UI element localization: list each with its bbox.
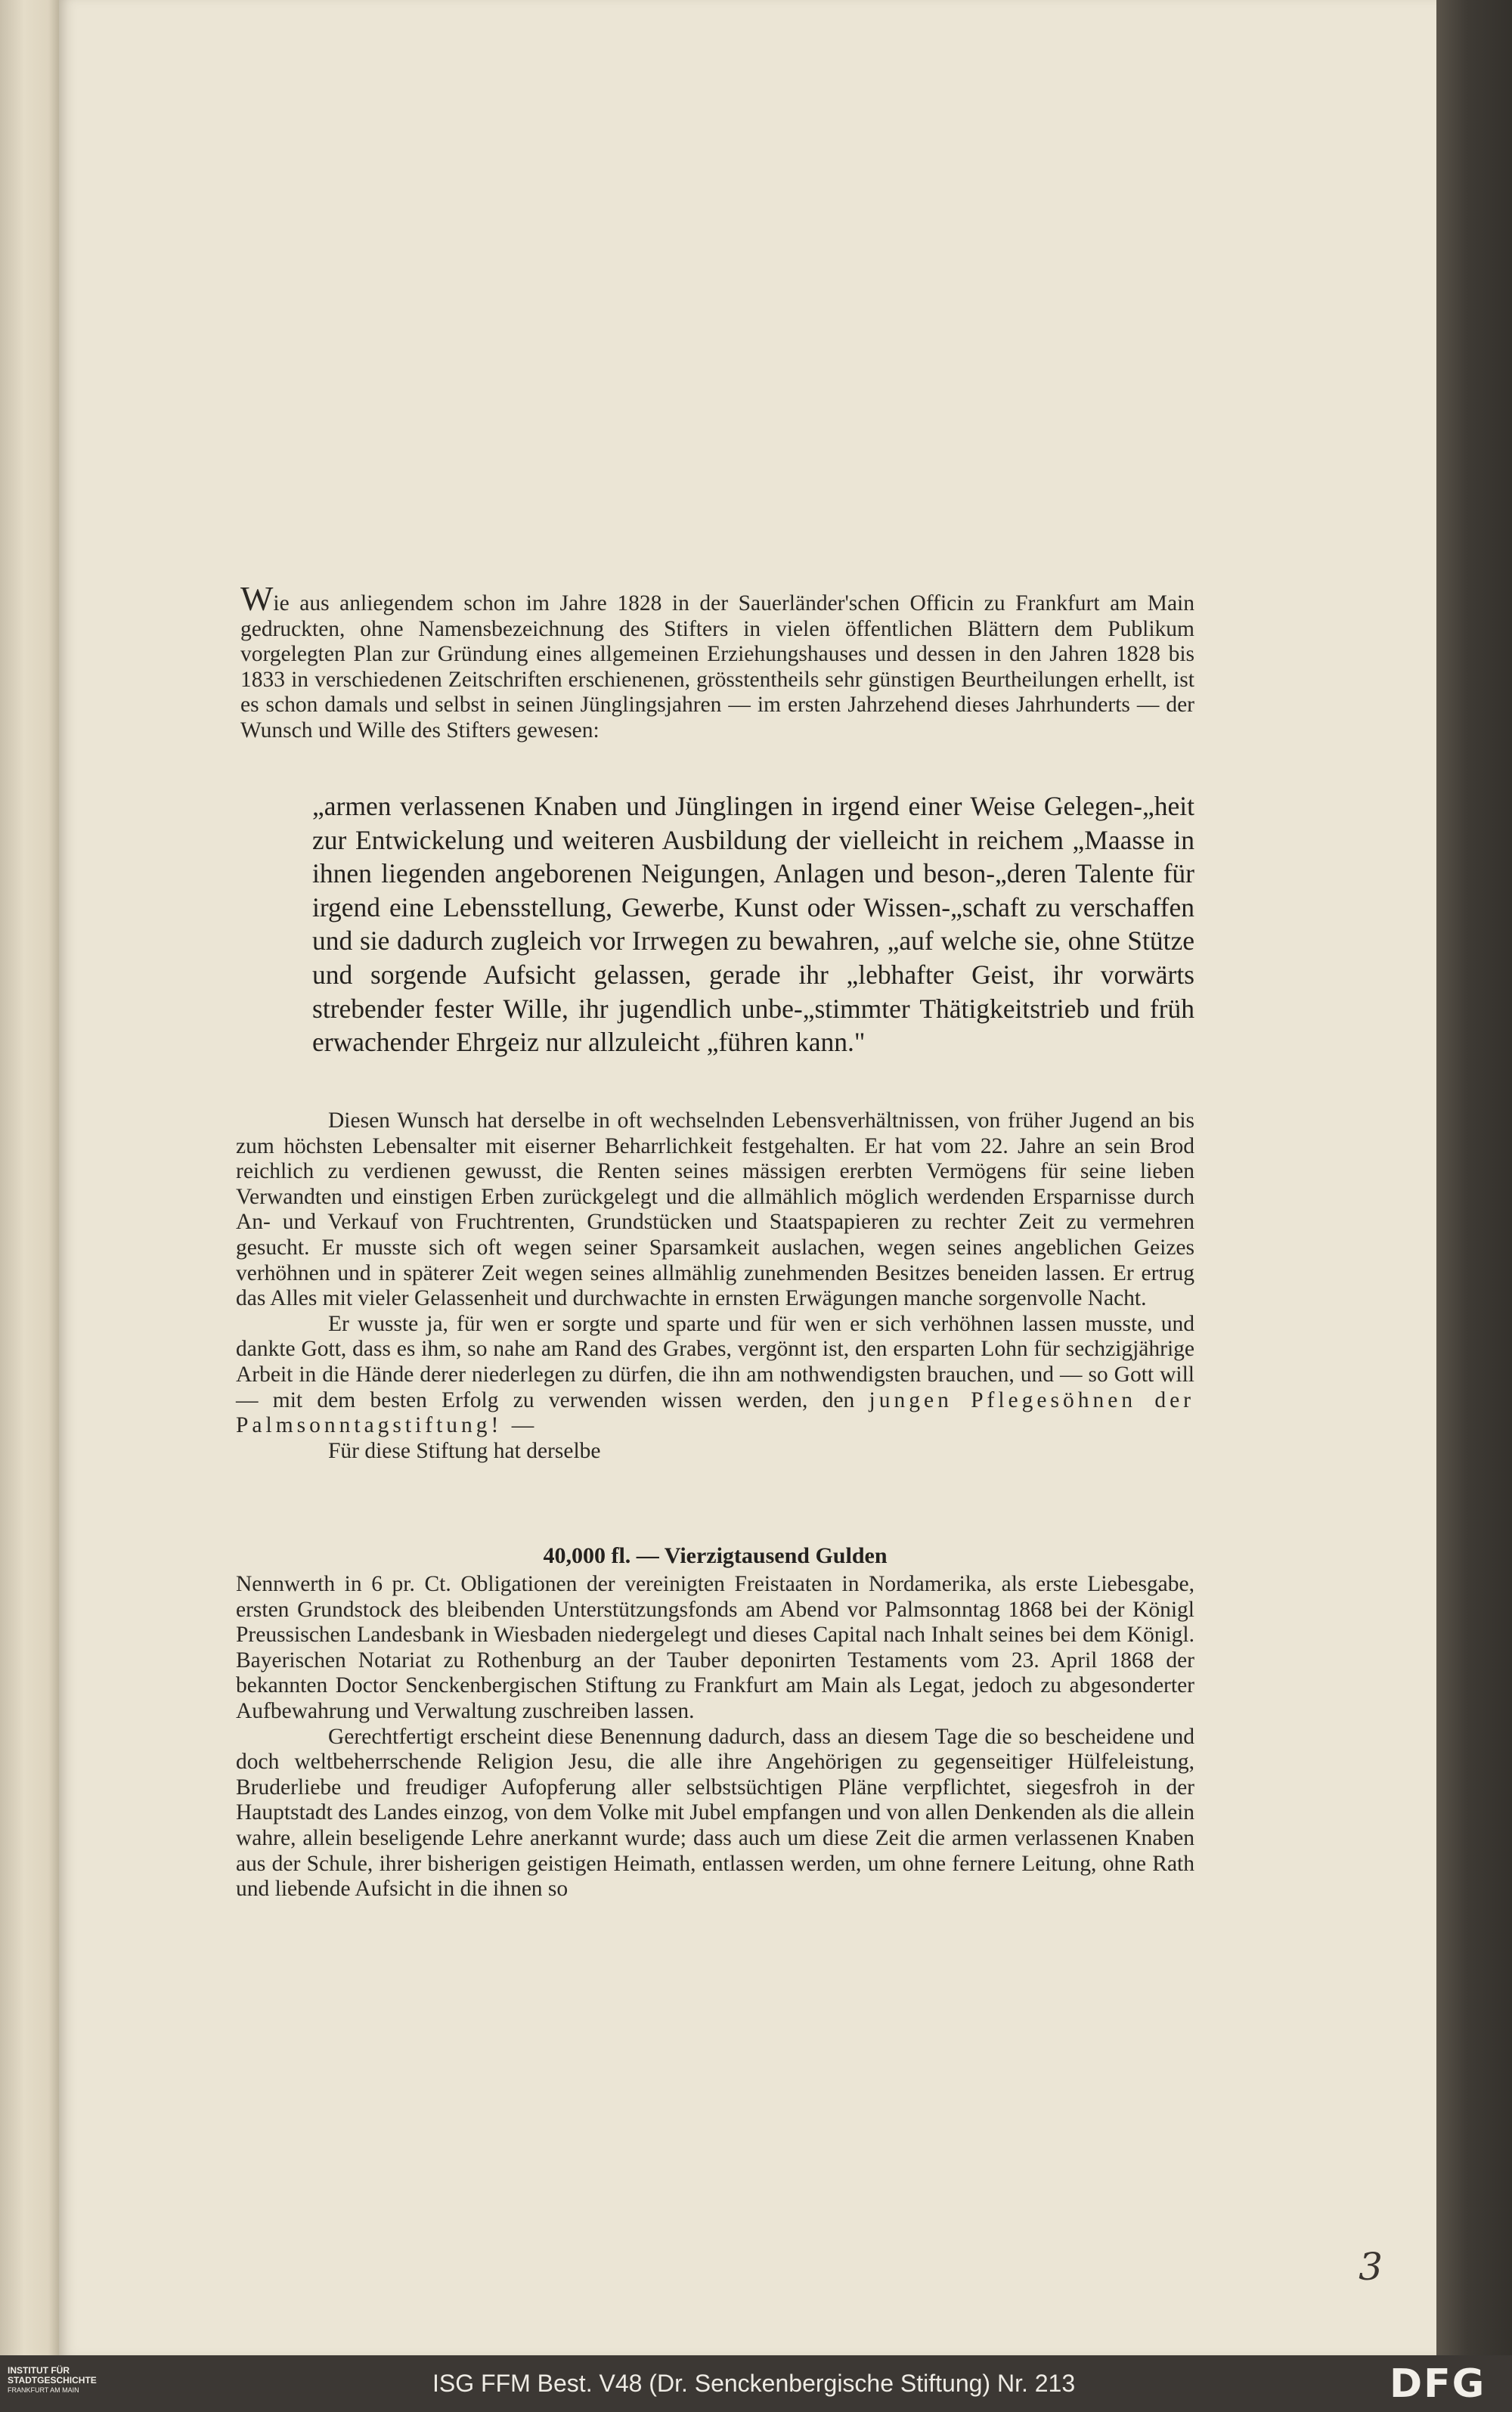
dropcap-letter: W bbox=[240, 579, 274, 618]
institute-logo bbox=[8, 2366, 181, 2404]
paragraph-wunsch: Diesen Wunsch hat derselbe in oft wechselnden Lebensverhältnissen, von früher Jugend an bis zum höchsten Lebensalter mit eiserner Beharrlichkeit festgehalten. Er hat vom 22. Jahre an sein Brod reichlich zu verdienen gewusst, die Renten seines mässigen ererbten Vermögens für seine lieben Verwandten und einstigen Erben zurückgelegt und die allmählich möglich werdenden Ersparnisse durch An- und Verkauf von Fruchtrenten, Grundstücken und Staatspapieren zu rechter Zeit zu vermehren gesucht. Er musste sich oft wegen seiner Sparsamkeit auslachen, wegen seines angeblichen Geizes verhöhnen und in späterer Zeit wegen seines allmählig zunehmenden Besitzes beneiden lassen. Er ertrug das Alles mit vieler Gelassenheit und durchwachte in ernsten Erwägungen manche sorgenvolle Nacht. bbox=[236, 1108, 1194, 1311]
intro-paragraph bbox=[240, 579, 1194, 744]
handwritten-page-number: 3 bbox=[1359, 2245, 1383, 2289]
body-section-1 bbox=[236, 1108, 1194, 1464]
facing-page-edge bbox=[0, 0, 60, 2355]
quote-text: „armen verlassenen Knaben und Jünglingen in irgend einer Weise Gelegen-„heit zur Entwickelung und weiteren Ausbildung der vielleicht in reichem „Maasse in ihnen liegenden angeborenen Neigungen, Anlagen und beson-„deren Talente für irgend eine Lebensstellung, Gewerbe, Kunst oder Wissen-„schaft zu verschaffen und sie dadurch zugleich vor Irrwegen zu bewahren, „auf welche sie, ohne Stütze und sorgende Aufsicht gelassen, gerade ihr „lebhafter Geist, ihr vorwärts strebender fester Wille, ihr jugendlich unbe-„stimmter Thätigkeitstrieb und früh erwachender Ehrgeiz nur allzuleicht „führen kann." bbox=[312, 791, 1194, 1058]
intro-text: ie aus anliegendem schon im Jahre 1828 in der Sauerländer'schen Officin zu Frankfurt am Main gedruckten, ohne Namensbezeichnung des Stifters in vielen öffentlichen Blättern dem Publikum vorgelegten Plan zur Gründung eines allgemeinen Erziehungshauses und dessen in den Jahren 1828 bis 1833 in verschiedenen Zeitschriften erschienenen, grösstentheils sehr günstigen Beurtheilungen erhellt, ist es schon damals und selbst in seinen Jünglingsjahren — im ersten Jahrzehend dieses Jahrhunderts — der Wunsch und Wille des Stifters gewesen: bbox=[240, 591, 1194, 743]
paragraph-gerechtfertigt: Gerechtfertigt erscheint diese Benennung dadurch, dass an diesem Tage die so bescheidene und doch weltbeherrschende Religion Jesu, die alle ihre Angehörigen zu gegenseitiger Hülfeleistung, Bruderliebe und freudiger Aufopferung aller selbstsüchtigen Pläne verpflichtet, siegesfroh in der Hauptstadt des Landes einzog, von dem Volke mit Jubel empfangen und von allen Denkenden als die allein wahre, allein beseligende Lehre anerkannt wurde; dass auch um diese Zeit die armen verlassenen Knaben aus der Schule, ihrer bisherigen geistigen Heimath, entlassen werden, um ohne fernere Leitung, ohne Rath und liebende Aufsicht in die ihnen so bbox=[236, 1724, 1194, 1902]
paragraph-wusste bbox=[236, 1312, 1194, 1439]
amount-heading: 40,000 fl. — Vierzigtausend Gulden bbox=[543, 1543, 888, 1568]
paragraph-wusste-spaced: jungen Pflegesöhnen der Palmsonntagstiftung! — bbox=[236, 1387, 1195, 1438]
body-section-2 bbox=[236, 1572, 1194, 1902]
institute-line-3: FRANKFURT AM MAIN bbox=[8, 2386, 79, 2394]
dfg-logo: DFG bbox=[1390, 2361, 1486, 2407]
paragraph-wusste-text: Er wusste ja, für wen er sorgte und sparte und für wen er sich verhöhnen lassen musste, und dankte Gott, dass es ihm, so nahe am Rand des Grabes, vergönnt ist, den ersparten Lohn für sechzigjährige Arbeit in die Hände derer niederlegen zu dürfen, die ihn am nothwendigsten brauchen, und — so Gott will — mit dem besten Erfolg zu verwenden wissen werden, den bbox=[236, 1311, 1194, 1412]
footer-bar bbox=[0, 2355, 1512, 2412]
paragraph-stiftung: Für diese Stiftung hat derselbe bbox=[328, 1438, 601, 1463]
institute-line-1: INSTITUT FÜR bbox=[8, 2365, 70, 2376]
page-edge-shadow bbox=[1436, 0, 1512, 2355]
institute-line-2: STADTGESCHICHTE bbox=[8, 2375, 97, 2386]
shelfmark-caption: ISG FFM Best. V48 (Dr. Senckenbergische Stiftung) Nr. 213 bbox=[432, 2370, 1076, 2397]
paragraph-nennwerth: Nennwerth in 6 pr. Ct. Obligationen der vereinigten Freistaaten in Nordamerika, als erste Liebesgabe, ersten Grundstock des bleibenden Unterstützungsfonds am Abend vor Palmsonntag 1868 bei der Königl Preussischen Landesbank in Wiesbaden niedergelegt und dieses Capital nach Inhalt seines bei dem Königl. Bayerischen Notariat zu Rothenburg an der Tauber deponirten Testaments vom 23. April 1868 der bekannten Doctor Senckenbergischen Stiftung zu Frankfurt am Main als Legat, jedoch zu abgesonderter Aufbewahrung und Verwaltung zuschreiben lassen. bbox=[236, 1572, 1194, 1723]
quoted-wish bbox=[312, 789, 1194, 1059]
